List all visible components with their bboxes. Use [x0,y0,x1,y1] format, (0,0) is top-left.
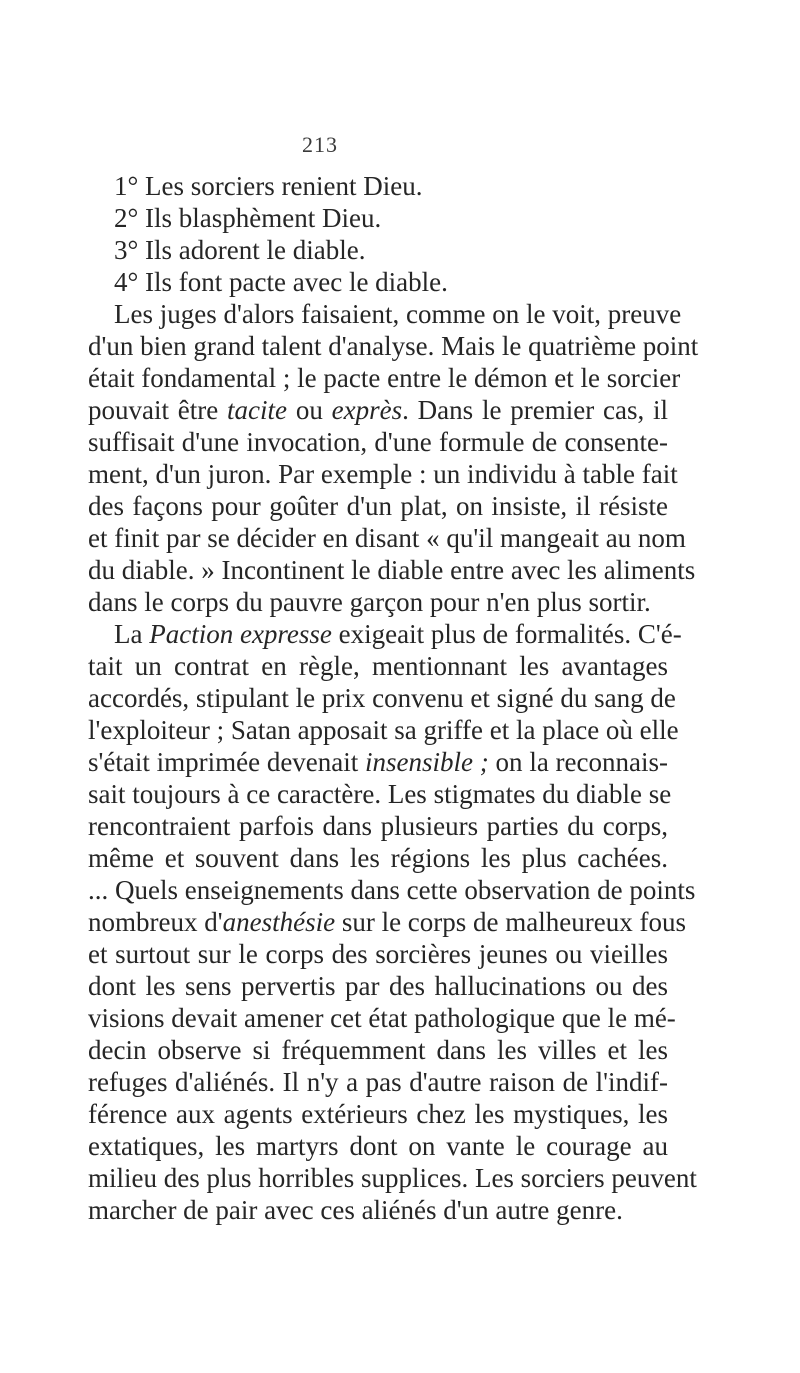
text-line: dont les sens pervertis par des hallucinations ou des [88,971,668,1001]
page-number: 213 [302,132,338,157]
text-line: des façons pour goûter d'un plat, on insiste, il résiste [88,491,668,521]
list-item-1: 1° Les sorciers renient Dieu. [114,171,423,201]
text-line: decin observe si fréquemment dans les villes et les [88,1035,668,1065]
text-line: ment, d'un juron. Par exemple : un individu à table fait [88,459,678,489]
text-line: d'un bien grand talent d'analyse. Mais le quatrième point [88,331,699,361]
text-line: refuges d'aliénés. Il n'y a pas d'autre raison de l'indif- [88,1067,668,1097]
text-line: extatiques, les martyrs dont on vante le courage au [88,1131,668,1161]
list-item-2: 2° Ils blasphèment Dieu. [114,203,382,233]
list-item-3: 3° Ils adorent le diable. [114,235,366,265]
text-line: ... Quels enseignements dans cette observation de points [88,875,696,905]
text-line: milieu des plus horribles supplices. Les sorciers peuvent [88,1163,697,1193]
italic-term: insensible ; [365,747,489,777]
text-line: l'exploiteur ; Satan apposait sa griffe et la place où elle [88,715,679,745]
text-line: pouvait être tacite ou exprès. Dans le premier cas, il [88,395,669,425]
text-line: rencontraient parfois dans plusieurs parties du corps, [88,811,668,841]
text-line: était fondamental ; le pacte entre le démon et le sorcier [88,363,681,393]
text-line: accordés, stipulant le prix convenu et signé du sang de [88,683,676,713]
text-line: tait un contrat en règle, mentionnant les avantages [88,651,668,681]
text-line: visions devait amener cet état pathologique que le mé- [88,1003,676,1033]
list-item-4: 4° Ils font pacte avec le diable. [114,267,448,297]
italic-term: tacite [227,395,288,425]
text-line: s'était imprimée devenait insensible ; on la reconnais- [88,747,669,777]
italic-term: Paction expresse [149,619,332,649]
italic-term: anesthésie [222,907,336,937]
text-line: nombreux d'anesthésie sur le corps de malheureux fous [88,907,686,937]
text-line: et surtout sur le corps des sorcières jeunes ou vieilles [88,939,668,969]
text-line: dans le corps du pauvre garçon pour n'en plus sortir. [88,587,651,617]
text-line: marcher de pair avec ces aliénés d'un autre genre. [88,1195,623,1225]
text-line: férence aux agents extérieurs chez les mystiques, les [88,1099,668,1129]
text-line: du diable. » Incontinent le diable entre avec les aliments [88,555,696,585]
text-line: même et souvent dans les régions les plus cachées. [88,843,668,873]
italic-term: exprès [331,395,403,425]
text-line: sait toujours à ce caractère. Les stigmates du diable se [88,779,672,809]
text-line: et finit par se décider en disant « qu'il mangeait au nom [88,523,686,553]
text-line: suffisait d'une invocation, d'une formule de consente- [88,427,668,457]
text-line: La Paction expresse exigeait plus de formalités. C'é- [114,619,682,649]
text-line: Les juges d'alors faisaient, comme on le voit, preuve [114,299,682,329]
